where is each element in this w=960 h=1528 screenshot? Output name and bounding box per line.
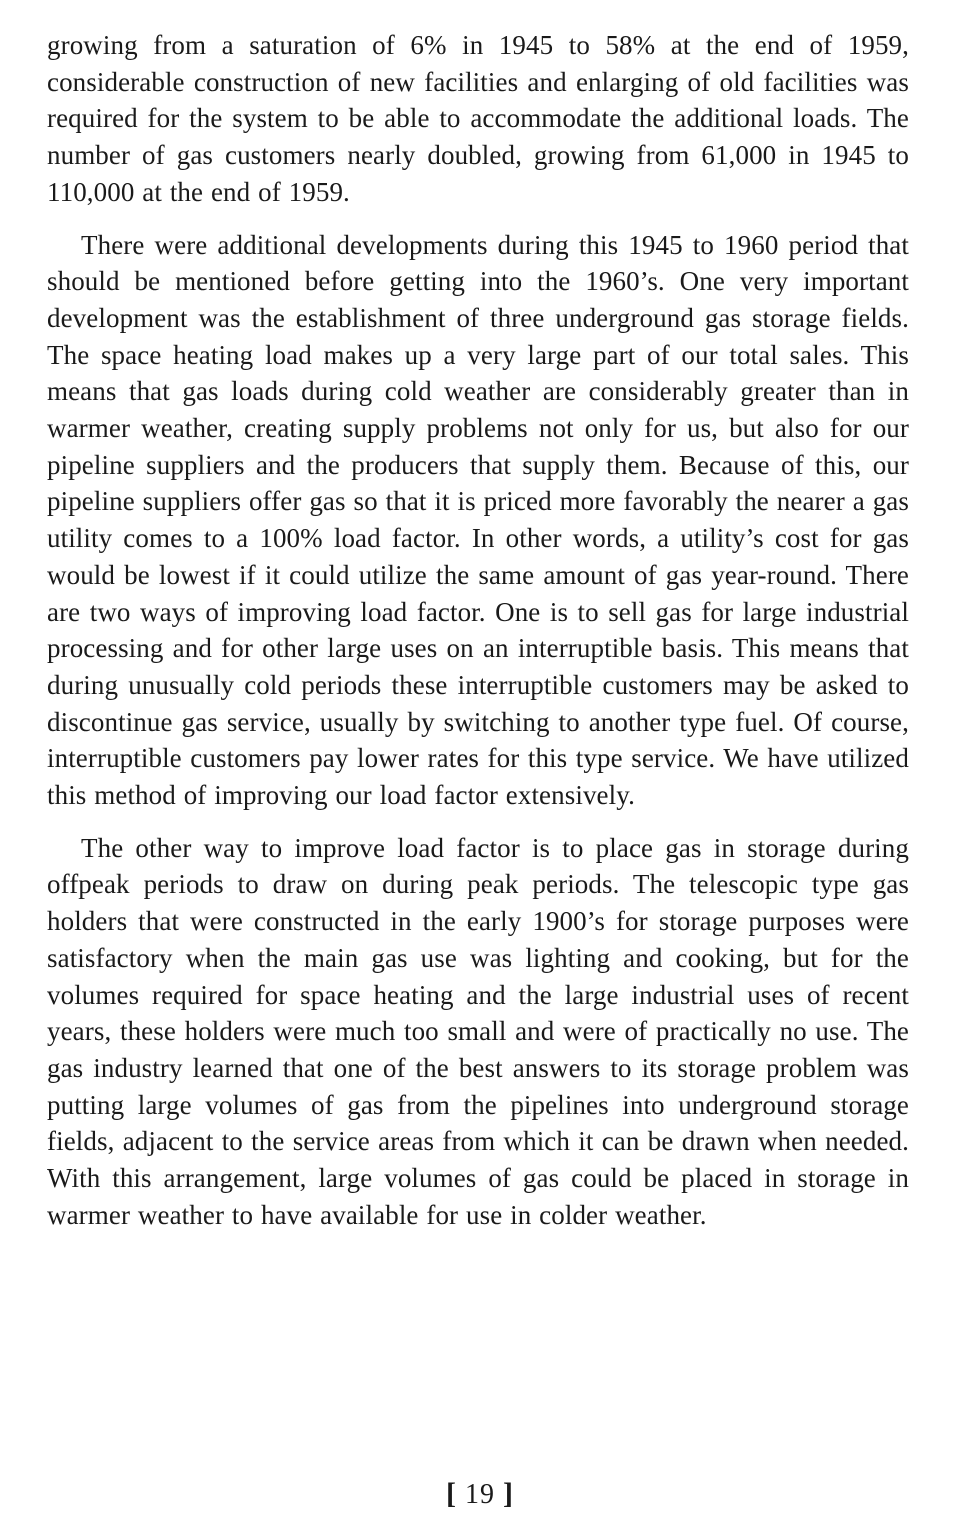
page-body [47,27,909,1234]
paragraph-storage-developments: There were additional developments during this 1945 to 1960 period that should be mentioned before getting into the 1960’s. One very important development was the establishment of three underground gas storage fields. The space heating load makes up a very large part of our total sales. This means that gas loads during cold weather are considerably greater than in warmer weather, creating supply problems not only for us, but also for our pipeline suppliers and the producers that supply them. Because of this, our pipeline suppliers offer gas so that it is priced more favorably the nearer a gas utility comes to a 100% load factor. In other words, a utility’s cost for gas would be lowest if it could utilize the same amount of gas year-round. There are two ways of improving load factor. One is to sell gas for large industrial processing and for other large uses on an interruptible basis. This means that during unusually cold periods these interruptible customers may be asked to discontinue gas service, usually by switching to another type fuel. Of course, interruptible customers pay lower rates for this type service. We have utilized this method of improving our load factor extensively. [47,229,909,811]
paragraph-load-factor: The other way to improve load factor is to place gas in storage during offpeak periods to draw on during peak periods. The telescopic type gas holders that were constructed in the early 1900’s for storage purposes were satisfactory when the main gas use was lighting and cooking, but for the volumes required for space heating and the large industrial uses of recent years, these holders were much too small and were of practically no use. The gas industry learned that one of the best answers to its storage problem was putting large volumes of gas from the pipelines into underground storage fields, adjacent to the service areas from which it can be drawn when needed. With this arrangement, large volumes of gas could be placed in storage in warmer weather to have available for use in colder weather. [47,832,909,1230]
page-number-open-bracket: [ [446,1477,457,1510]
paragraph-continued: growing from a saturation of 6% in 1945 to 58% at the end of 1959, considerable construction of new facilities and enlarging of old facilities was required for the system to be able to accommodate the additional loads. The number of gas customers nearly doubled, growing from 61,000 in 1945 to 110,000 at the end of 1959. [47,30,909,207]
page-number-close-bracket: ] [503,1477,514,1510]
page-number [0,1476,960,1513]
page-number-value: 19 [465,1479,495,1510]
